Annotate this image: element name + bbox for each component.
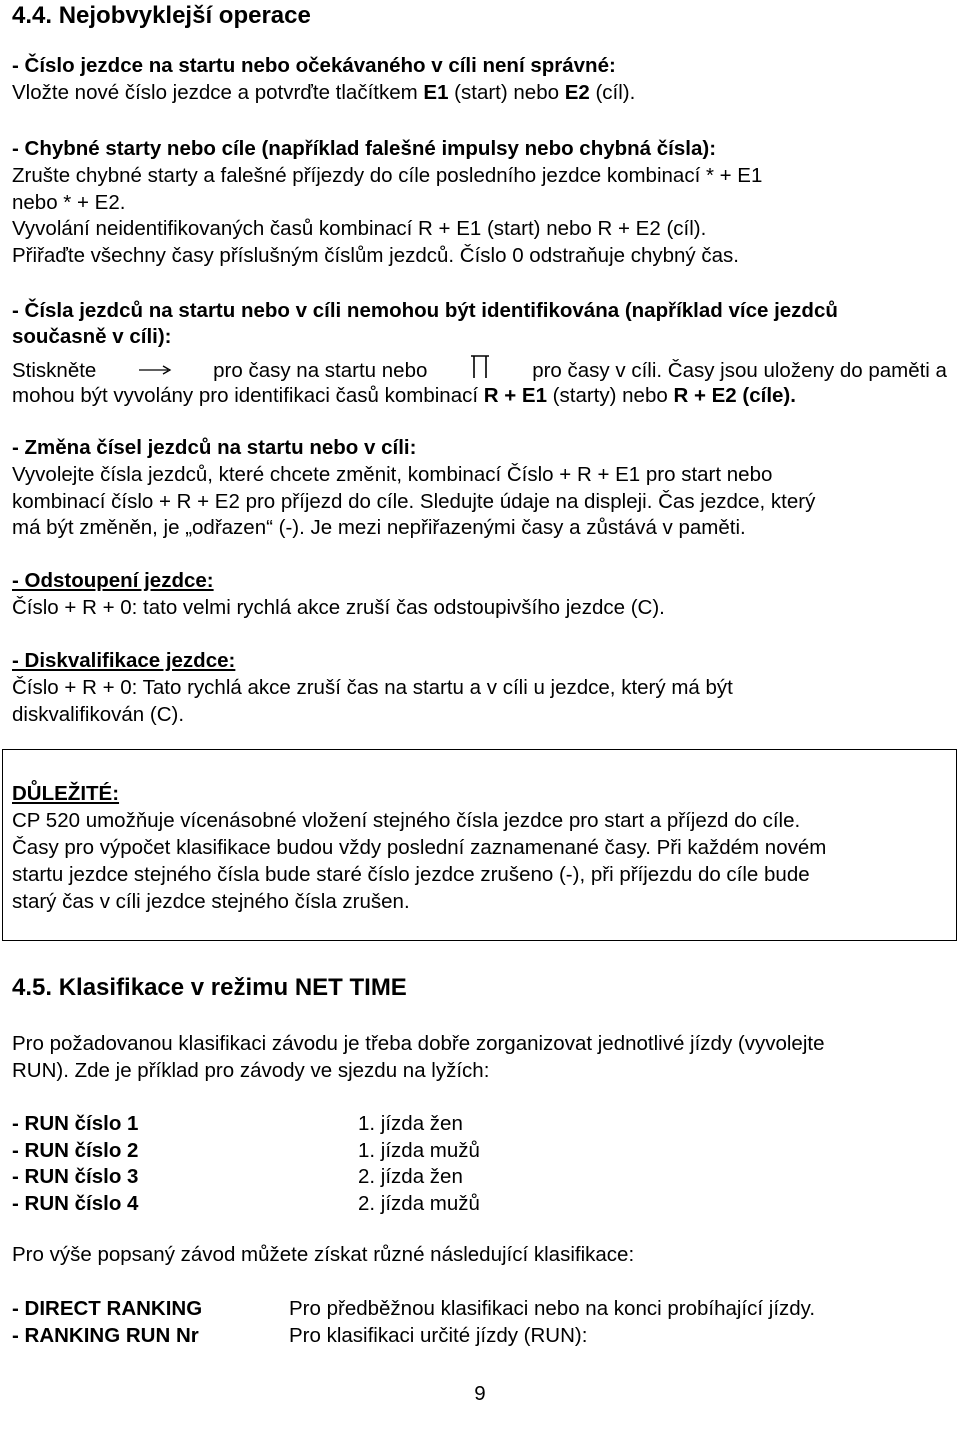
rankings-intro: Pro výše popsaný závod můžete získat různé následující klasifikace: [12, 1243, 635, 1266]
run-label: - RUN číslo 4 [12, 1192, 139, 1215]
ranking-desc: Pro klasifikaci určité jízdy (RUN): [289, 1324, 588, 1347]
item6-line1: Číslo + R + 0: Tato rychlá akce zruší čas na startu a v cíli u jezdce, který má být [12, 676, 733, 699]
important-line2: Časy pro výpočet klasifikace budou vždy poslední zaznamenané časy. Při každém novém [12, 836, 827, 859]
section45-intro-line2: RUN). Zde je příklad pro závody ve sjezdu na lyžích: [12, 1059, 490, 1082]
item3-line1: Stiskněte pro časy na startu nebo pro časy v cíli. Časy jsou uloženy do paměti a [12, 354, 947, 387]
item5-line1: Číslo + R + 0: tato velmi rychlá akce zruší čas odstoupivšího jezdce (C). [12, 596, 665, 619]
item4-line2: kombinací číslo + R + E2 pro příjezd do cíle. Sledujte údaje na displeji. Čas jezdce, který [12, 490, 816, 513]
run-desc: 1. jízda žen [358, 1112, 463, 1135]
item2-heading: - Chybné starty nebo cíle (například falešné impulsy nebo chybná čísla): [12, 137, 717, 160]
run-label: - RUN číslo 1 [12, 1112, 139, 1135]
run-desc: 2. jízda žen [358, 1165, 463, 1188]
important-line3: startu jezdce stejného čísla bude staré číslo jezdce zrušeno (-), při příjezdu do cíle bude [12, 863, 810, 886]
item2-line1: Zrušte chybné starty a falešné příjezdy do cíle posledního jezdce kombinací * + E1 [12, 164, 763, 187]
section45-intro-line1: Pro požadovanou klasifikaci závodu je třeba dobře zorganizovat jednotlivé jízdy (vyvolejte [12, 1032, 825, 1055]
item4-line3: má být změněn, je „odřazen“ (-). Je mezi nepřiřazenými časy a zůstává v paměti. [12, 516, 746, 539]
important-line4: starý čas v cíli jezdce stejného čísla zrušen. [12, 890, 410, 913]
item2-line2: nebo * + E2. [12, 191, 126, 214]
item1-heading: - Číslo jezdce na startu nebo očekávaného v cíli není správné: [12, 54, 616, 77]
page-number: 9 [474, 1382, 486, 1405]
section-title-4-5: 4.5. Klasifikace v režimu NET TIME [12, 974, 407, 1001]
run-label: - RUN číslo 2 [12, 1139, 139, 1162]
item1-text: Vložte nové číslo jezdce a potvrďte tlačítkem E1 (start) nebo E2 (cíl). [12, 81, 636, 104]
item4-line1: Vyvolejte čísla jezdců, které chcete změnit, kombinací Číslo + R + E1 pro start nebo [12, 463, 773, 486]
item2-line3: Vyvolání neidentifikovaných časů kombinací R + E1 (start) nebo R + E2 (cíl). [12, 217, 707, 240]
item3-heading-line1: - Čísla jezdců na startu nebo v cíli nemohou být identifikována (například více jezdců [12, 299, 838, 322]
item6-heading: - Diskvalifikace jezdce: [12, 649, 236, 672]
run-desc: 2. jízda mužů [358, 1192, 480, 1215]
item3-heading-line2: současně v cíli): [12, 325, 172, 348]
ranking-label: - RANKING RUN Nr [12, 1324, 199, 1347]
run-desc: 1. jízda mužů [358, 1139, 480, 1162]
item6-line2: diskvalifikován (C). [12, 703, 185, 726]
run-label: - RUN číslo 3 [12, 1165, 139, 1188]
section-title-4-4: 4.4. Nejobvyklejší operace [12, 2, 311, 29]
ranking-label: - DIRECT RANKING [12, 1297, 203, 1320]
important-line1: CP 520 umožňuje vícenásobné vložení stejného čísla jezdce pro start a příjezd do cíle. [12, 809, 801, 832]
item3-line2: mohou být vyvolány pro identifikaci časů kombinací R + E1 (starty) nebo R + E2 (cíle). [12, 384, 796, 407]
item4-heading: - Změna čísel jezdců na startu nebo v cíli: [12, 436, 417, 459]
important-heading: DŮLEŽITÉ: [12, 782, 120, 805]
right-arrow-icon [138, 357, 172, 384]
item5-heading: - Odstoupení jezdce: [12, 569, 214, 592]
ranking-desc: Pro předběžnou klasifikaci nebo na konci probíhající jízdy. [289, 1297, 816, 1320]
item2-line4: Přiřaďte všechny časy příslušným číslům jezdců. Číslo 0 odstraňuje chybný čas. [12, 244, 739, 267]
